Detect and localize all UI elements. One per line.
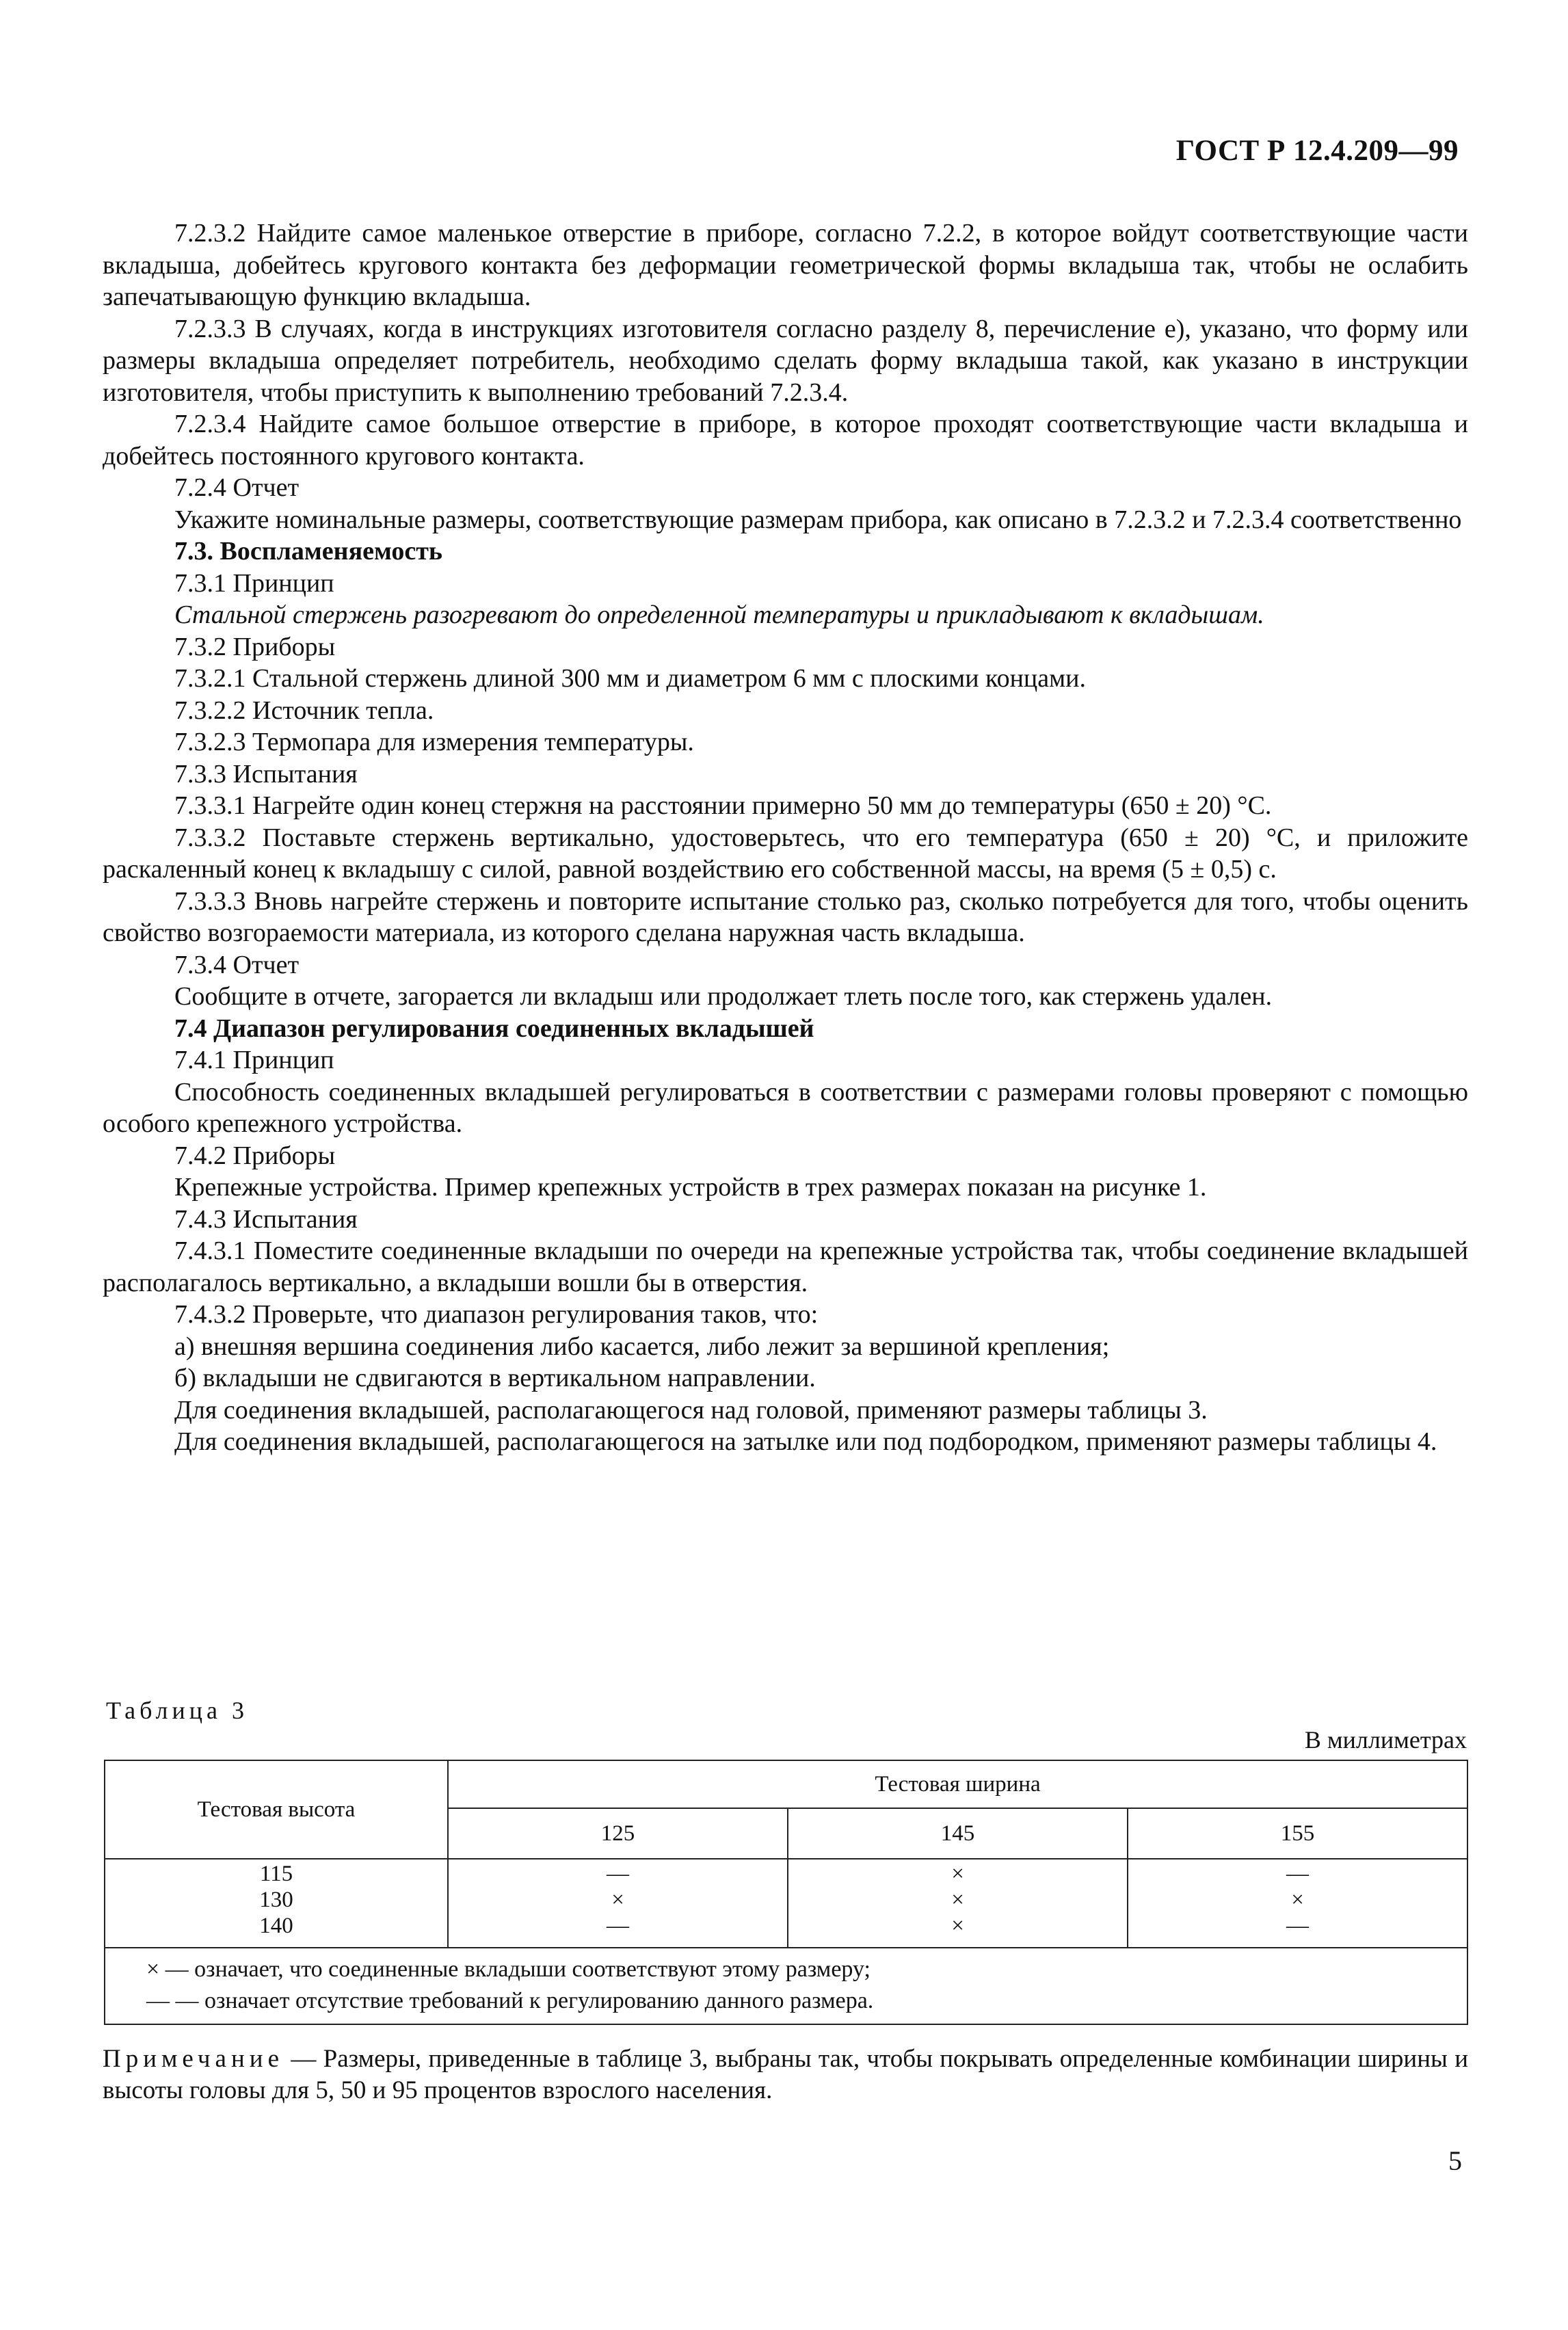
header-width-155: 155 <box>1128 1808 1467 1859</box>
paragraph: 7.2.3.4 Найдите самое большое отверстие в приборе, в которое проходят соответствующие части вкладыша и добейтесь постоянного кругового контакта. <box>103 410 1468 471</box>
paragraph: 7.2.3.2 Найдите самое маленькое отверстие в приборе, согласно 7.2.2, в которое войдут соответствующие части вкладыша, добейтесь кругового контакта без деформации геометрической формы вкладыша так, чтобы не ослабить запечатывающую функцию вкладыша. <box>103 219 1468 311</box>
table-mark: × <box>1291 1888 1304 1912</box>
table-mark: × <box>951 1888 964 1912</box>
paragraph: Для соединения вкладышей, располагающегося над головой, применяют размеры таблицы 3. <box>174 1395 1208 1425</box>
subsection-heading: 7.2.4 Отчет <box>174 473 300 502</box>
header-test-width: Тестовая ширина <box>448 1760 1467 1808</box>
paragraph: Стальной стержень разогревают до определенной температуры и прикладывают к вкладышам. <box>174 600 1264 629</box>
width-155-cell <box>1128 1859 1467 1948</box>
list-item: б) вкладыши не сдвигаются в вертикальном направлении. <box>174 1364 816 1392</box>
height-value: 130 <box>259 1888 293 1912</box>
width-145-cell <box>788 1859 1128 1948</box>
subsection-heading: 7.3.3 Испытания <box>174 759 358 789</box>
subsection-heading: 7.3.1 Принцип <box>174 568 334 598</box>
table-mark: — <box>607 1914 629 1938</box>
subsection-heading: 7.3.2 Приборы <box>174 632 336 661</box>
legend-item: — — означает отсутствие требований к регулированию данного размера. <box>146 1988 874 2013</box>
subsection-heading: 7.4.2 Приборы <box>174 1141 336 1170</box>
body-text <box>103 217 1468 1458</box>
header-width-125: 125 <box>448 1808 788 1859</box>
width-125-cell <box>448 1859 788 1948</box>
page-number: 5 <box>1448 2145 1462 2176</box>
table-mark: — <box>1286 1862 1309 1886</box>
paragraph: Способность соединенных вкладышей регулироваться в соответствии с размерами головы проверяют с помощью особого крепежного устройства. <box>103 1077 1468 1138</box>
note-text: — Размеры, приведенные в таблице 3, выбраны так, чтобы покрывать определенные комбинации ширины и высоты головы для 5, 50 и 95 процентов взрослого населения. <box>103 2045 1468 2104</box>
legend-item: × — означает, что соединенные вкладыши соответствуют этому размеру; <box>146 1957 871 1982</box>
table-3 <box>104 1760 1468 2025</box>
document-header: ГОСТ Р 12.4.209—99 <box>1175 135 1459 167</box>
table-units: В миллиметрах <box>1304 1726 1467 1753</box>
note-label: Примечание <box>103 2045 284 2073</box>
table-header-row <box>105 1760 1467 1808</box>
paragraph: Укажите номинальные размеры, соответствующие размерам прибора, как описано в 7.2.3.2 и 7.2.3.4 соответственно <box>174 505 1462 534</box>
table-mark: × <box>611 1888 624 1912</box>
height-value: 140 <box>259 1914 293 1938</box>
paragraph: Для соединения вкладышей, располагающегося на затылке или под подбородком, применяют размеры таблицы 4. <box>174 1427 1437 1456</box>
paragraph: 7.3.3.1 Нагрейте один конец стержня на расстоянии примерно 50 мм до температуры (650 ± 20) °С. <box>174 791 1272 820</box>
section-heading: 7.3. Воспламеняемость <box>174 537 443 566</box>
table-mark: — <box>607 1862 629 1886</box>
paragraph: 7.2.3.3 В случаях, когда в инструкциях изготовителя согласно разделу 8, перечисление е), указано, что форму или размеры вкладыша определяет потребитель, необходимо сделать форму вкладыша такой, как указано в инструкции изготовителя, чтобы приступить к выполнению требований 7.2.3.4. <box>103 314 1468 407</box>
table-caption: Таблица 3 <box>106 1697 248 1724</box>
header-test-height: Тестовая высота <box>105 1760 448 1859</box>
paragraph: 7.3.2.2 Источник тепла. <box>174 696 434 725</box>
subsection-heading: 7.4.1 Принцип <box>174 1046 334 1074</box>
paragraph: 7.3.2.1 Стальной стержень длиной 300 мм и диаметром 6 мм с плоскими концами. <box>174 664 1086 693</box>
table-legend-row <box>105 1948 1467 2024</box>
paragraph: 7.3.2.3 Термопара для измерения температуры. <box>174 728 694 756</box>
paragraph: 7.3.3.2 Поставьте стержень вертикально, удостоверьтесь, что его температура (650 ± 20) °С, и приложите раскаленный конец к вкладышу с силой, равной воздействию его собственной массы, на время (5 ± 0,5) с. <box>103 823 1468 884</box>
table-mark: — <box>1286 1914 1309 1938</box>
table-body-row <box>105 1859 1467 1948</box>
subsection-heading: 7.4.3 Испытания <box>174 1204 358 1234</box>
height-value: 115 <box>259 1862 293 1886</box>
section-heading: 7.4 Диапазон регулирования соединенных вкладышей <box>174 1014 814 1043</box>
paragraph: 7.4.3.1 Поместите соединенные вкладыши по очереди на крепежные устройства так, чтобы соединение вкладышей располагалось вертикально, а вкладыши вошли бы в отверстия. <box>103 1236 1468 1297</box>
paragraph: 7.4.3.2 Проверьте, что диапазон регулирования таков, что: <box>174 1300 819 1329</box>
paragraph: Крепежные устройства. Пример крепежных устройств в трех размерах показан на рисунке 1. <box>174 1173 1207 1202</box>
header-width-145: 145 <box>788 1808 1128 1859</box>
paragraph: 7.3.3.3 Вновь нагрейте стержень и повторите испытание столько раз, сколько потребуется для того, чтобы оценить свойство возгораемости материала, из которого сделана наружная часть вкладыша. <box>103 886 1468 947</box>
subsection-heading: 7.3.4 Отчет <box>174 950 300 979</box>
list-item: а) внешняя вершина соединения либо касается, либо лежит за вершиной крепления; <box>174 1332 1110 1361</box>
table-legend <box>105 1948 1467 2024</box>
paragraph: Сообщите в отчете, загорается ли вкладыш или продолжает тлеть после того, как стержень удален. <box>174 982 1273 1011</box>
table-mark: × <box>951 1914 964 1938</box>
table-mark: × <box>951 1862 964 1886</box>
table-note <box>103 2043 1468 2106</box>
height-values-cell <box>105 1859 448 1948</box>
